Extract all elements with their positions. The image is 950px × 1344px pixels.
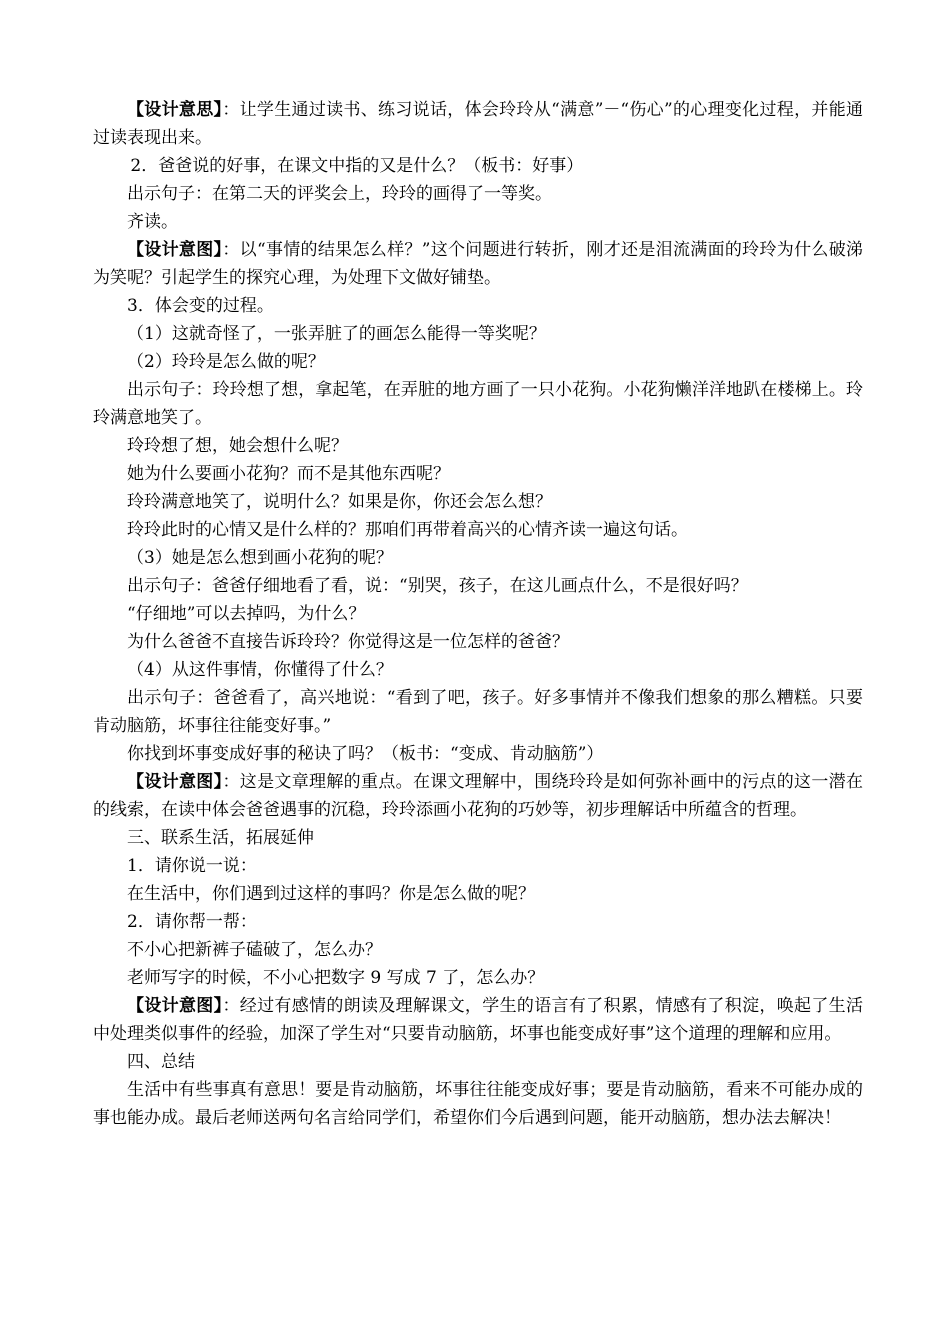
- design-note-paragraph: [93, 992, 863, 1048]
- paragraph: 在生活中，你们遇到过这样的事吗？你是怎么做的呢？: [127, 884, 535, 904]
- paragraph-text: ：以“事情的结果怎么样？”这个问题进行转折，刚才还是泪流满面的玲玲为什么破涕为笑呢？引起学生的探究心理，为处理下文做好铺垫。: [93, 240, 864, 288]
- paragraph: 玲玲想了想，她会想什么呢？: [127, 436, 348, 456]
- design-note-paragraph: [93, 236, 863, 292]
- paragraph: 2．爸爸说的好事，在课文中指的又是什么？（板书：好事）: [130, 156, 584, 176]
- paragraph: 出示句子：爸爸仔细地看了看，说：“别哭，孩子，在这儿画点什么，不是很好吗？: [127, 576, 748, 596]
- paragraph: 玲玲此时的心情又是什么样的？那咱们再带着高兴的心情齐读一遍这句话。: [127, 520, 688, 540]
- document-body: [93, 96, 863, 1132]
- design-note-paragraph: [93, 96, 863, 152]
- paragraph: 你找到坏事变成好事的秘诀了吗？（板书：“变成、肯动脑筋”）: [127, 744, 604, 764]
- paragraph: 齐读。: [127, 212, 178, 232]
- paragraph: 不小心把新裤子磕破了，怎么办？: [127, 940, 382, 960]
- design-note-label: 【设计意图】: [127, 240, 223, 260]
- design-note-label: 【设计意图】: [127, 996, 223, 1016]
- design-note-label: 【设计意图】: [127, 772, 223, 792]
- paragraph-text: ：经过有感情的朗读及理解课文，学生的语言有了积累，情感有了积淀，唤起了生活中处理类似事件的经验，加深了学生对“只要肯动脑筋，坏事也能变成好事”这个道理的理解和应用。: [93, 996, 864, 1044]
- paragraph: 生活中有些事真有意思！要是肯动脑筋，坏事往往能变成好事；要是肯动脑筋，看来不可能办成的事也能办成。最后老师送两句名言给同学们，希望你们今后遇到问题，能开动脑筋，想办法去解决！: [93, 1080, 863, 1128]
- paragraph: 3．体会变的过程。: [127, 296, 274, 316]
- paragraph: 1．请你说一说：: [127, 856, 257, 876]
- paragraph: 2．请你帮一帮：: [127, 912, 257, 932]
- paragraph: 老师写字的时候，不小心把数字 9 写成 7 了，怎么办？: [127, 968, 545, 988]
- paragraph: （4）从这件事情，你懂得了什么？: [127, 660, 393, 680]
- paragraph: “仔细地”可以去掉吗，为什么？: [127, 604, 366, 624]
- paragraph: 她为什么要画小花狗？而不是其他东西呢？: [127, 464, 450, 484]
- paragraph: 为什么爸爸不直接告诉玲玲？你觉得这是一位怎样的爸爸？: [127, 632, 569, 652]
- paragraph: 玲玲满意地笑了，说明什么？如果是你，你还会怎么想？: [127, 492, 552, 512]
- paragraph-text: ：这是文章理解的重点。在课文理解中，围绕玲玲是如何弥补画中的污点的这一潜在的线索，在读中体会爸爸遇事的沉稳，玲玲添画小花狗的巧妙等，初步理解话中所蕴含的哲理。: [93, 772, 864, 820]
- design-note-label: 【设计意思】: [127, 100, 223, 120]
- paragraph: 出示句子：玲玲想了想，拿起笔，在弄脏的地方画了一只小花狗。小花狗懒洋洋地趴在楼梯上。玲玲满意地笑了。: [93, 380, 863, 428]
- paragraph: （1）这就奇怪了，一张弄脏了的画怎么能得一等奖呢？: [127, 324, 546, 344]
- paragraph: 出示句子：在第二天的评奖会上，玲玲的画得了一等奖。: [127, 184, 552, 204]
- paragraph-text: ：让学生通过读书、练习说话，体会玲玲从“满意”－“伤心”的心理变化过程，并能通过读表现出来。: [93, 100, 864, 148]
- paragraph: （2）玲玲是怎么做的呢？: [127, 352, 325, 372]
- section-heading: 四、总结: [127, 1052, 195, 1072]
- section-heading: 三、联系生活，拓展延伸: [127, 828, 314, 848]
- paragraph: （3）她是怎么想到画小花狗的呢？: [127, 548, 393, 568]
- paragraph: 出示句子：爸爸看了，高兴地说：“看到了吧，孩子。好多事情并不像我们想象的那么糟糕。只要肯动脑筋，坏事往往能变好事。”: [93, 688, 863, 736]
- design-note-paragraph: [93, 768, 863, 824]
